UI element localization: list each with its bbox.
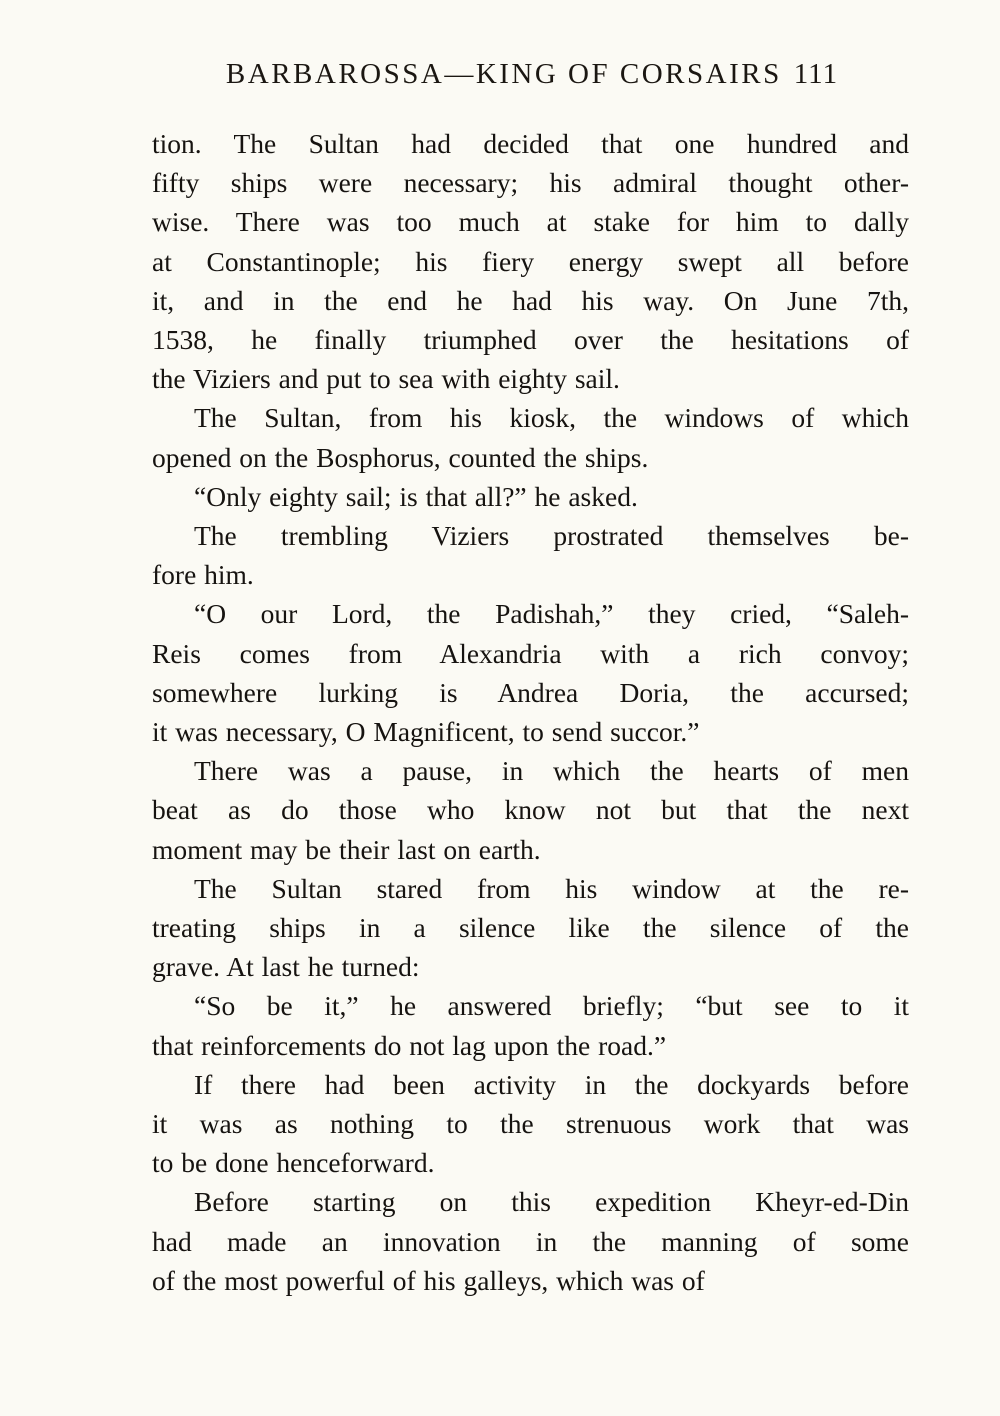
- text-line: it was necessary, O Magnificent, to send succor.”: [152, 716, 700, 748]
- page-number: 111: [793, 58, 839, 90]
- text-line: The trembling Viziers prostrated themselves be-: [194, 520, 909, 552]
- text-line: treating ships in a silence like the silence of the: [152, 912, 909, 944]
- text-line: moment may be their last on earth.: [152, 833, 541, 865]
- text-line: “O our Lord, the Padishah,” they cried, “Saleh-: [194, 598, 909, 630]
- running-header-title: BARBAROSSA—KING OF CORSAIRS: [225, 58, 782, 90]
- page-body: [152, 124, 909, 1300]
- text-line: The Sultan, from his kiosk, the windows of which: [194, 402, 909, 434]
- paragraph: [152, 986, 909, 1064]
- paragraph: [152, 398, 909, 476]
- text-line: at Constantinople; his fiery energy swept all before: [152, 245, 909, 277]
- text-line: “Only eighty sail; is that all?” he asked.: [194, 480, 638, 512]
- text-line: to be done henceforward.: [152, 1147, 435, 1179]
- text-line: it, and in the end he had his way. On June 7th,: [152, 284, 909, 316]
- text-line: fore him.: [152, 559, 254, 591]
- paragraph: [152, 751, 909, 869]
- text-line: The Sultan stared from his window at the re-: [194, 872, 909, 904]
- text-line: had made an innovation in the manning of some: [152, 1225, 909, 1257]
- text-line: wise. There was too much at stake for him to dally: [152, 206, 909, 238]
- paragraph: [152, 594, 909, 751]
- text-line: of the most powerful of his galleys, which was of: [152, 1264, 705, 1296]
- running-header: [152, 58, 912, 91]
- paragraph: [152, 124, 909, 398]
- text-line: it was as nothing to the strenuous work that was: [152, 1108, 909, 1140]
- paragraph: [152, 516, 909, 594]
- paragraph: [152, 477, 909, 516]
- text-line: tion. The Sultan had decided that one hundred and: [152, 128, 909, 159]
- text-line: There was a pause, in which the hearts of men: [194, 755, 909, 787]
- text-line: Reis comes from Alexandria with a rich convoy;: [152, 637, 909, 669]
- text-line: beat as do those who know not but that the next: [152, 794, 909, 826]
- text-line: grave. At last he turned:: [152, 951, 420, 983]
- text-line: If there had been activity in the dockyards before: [194, 1068, 909, 1100]
- text-line: the Viziers and put to sea with eighty sail.: [152, 363, 620, 395]
- text-line: fifty ships were necessary; his admiral thought other-: [152, 167, 909, 199]
- paragraph: [152, 1065, 909, 1183]
- paragraph: [152, 1182, 909, 1300]
- paragraph: [152, 869, 909, 987]
- text-line: opened on the Bosphorus, counted the ships.: [152, 441, 649, 473]
- text-line: “So be it,” he answered briefly; “but see to it: [194, 990, 909, 1022]
- text-line: Before starting on this expedition Kheyr-ed-Din: [194, 1186, 909, 1218]
- text-line: 1538, he finally triumphed over the hesitations of: [152, 324, 909, 356]
- text-line: that reinforcements do not lag upon the road.”: [152, 1029, 667, 1061]
- text-line: somewhere lurking is Andrea Doria, the accursed;: [152, 676, 909, 708]
